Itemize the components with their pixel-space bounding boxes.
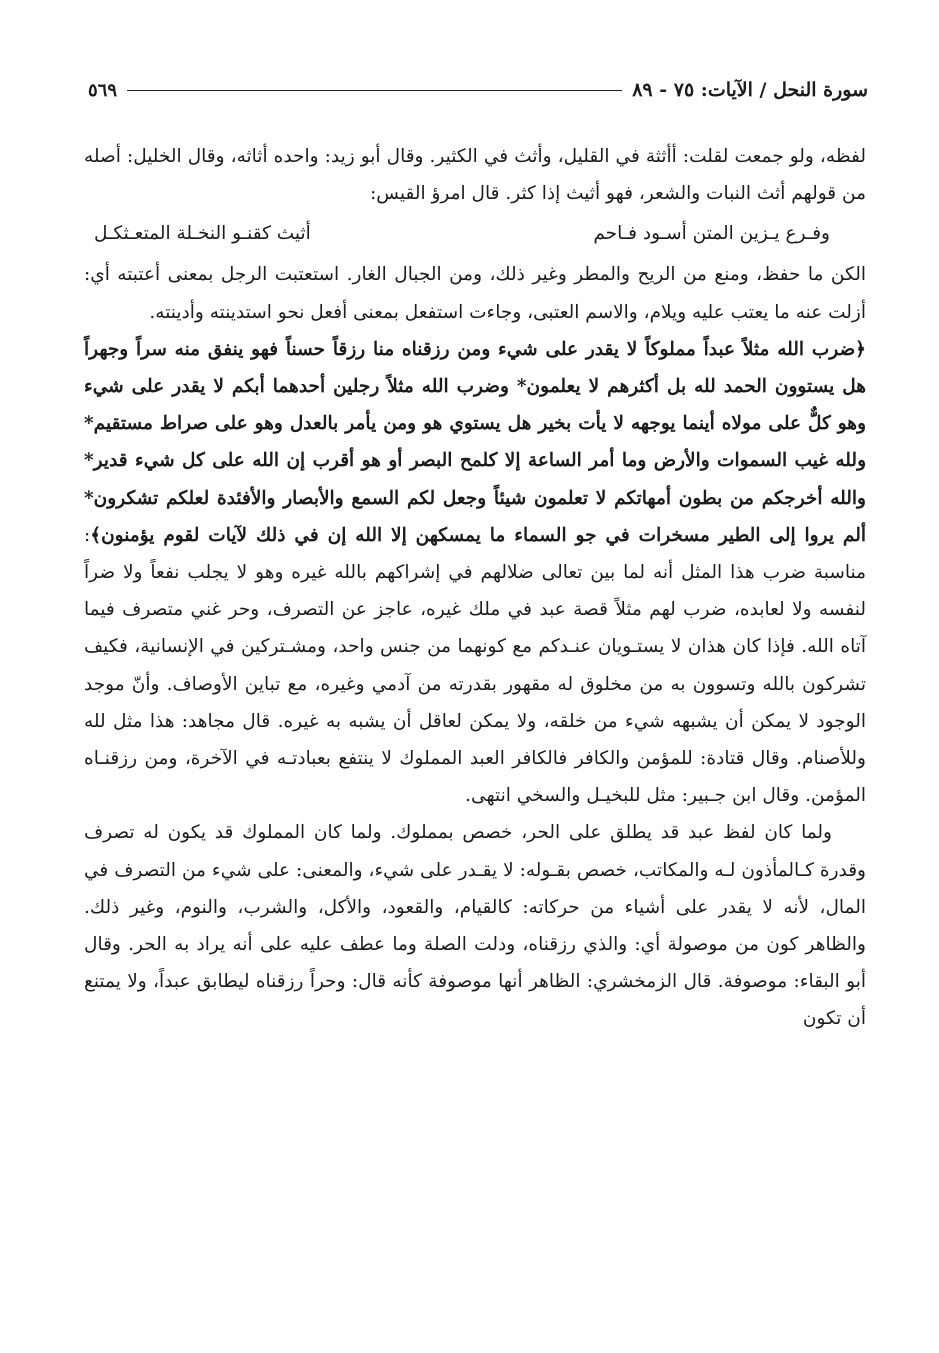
commentary-text: : مناسبة ضرب هذا المثل أنه لما بين تعالى ضلالهم في إشراكهم بالله غيره وهو لا يجلب نفعاً ولا ضراً لنفسه ولا لعابده، ضرب لهم مثلاً قصة عبد في ملك غيره، عاجز عن التصرف، وحر غني متصرف فيما آتاه الله. فإذا كان هذان لا يستـويان عنـدكم مع كونهما من جنس واحد، ومشـتركين في الإنسانية، فكيف تشركون بالله وتسوون به من مخلوق له مقهور بقدرته من آدمي وغيره، مع تباين الأوصاف. وأنّ موجد الوجود لا يمكن أن يشبهه شيء من خلقه، ولا يمكن لعاقل أن يشبه به غيره. قال مجاهد: هذا مثل لله وللأصنام. وقال قتادة: للمؤمن والكافر فالكافر العبد المملوك لا ينتفع بعبادتـه في الآخرة، ومن رزقنـاه المؤمن. وقال ابن جـبير: مثل للبخيـل والسخي انتهى. bbox=[84, 524, 866, 807]
poem-verse bbox=[84, 212, 866, 256]
verse-second-hemistich: أثيث كقنـو النخـلة المتعـثكـل bbox=[94, 223, 311, 245]
page-header bbox=[88, 70, 868, 110]
paragraph-lexical-note: لفظه، ولو جمعت لقلت: أأثثة في القليل، وأثث في الكثير. وقال أبو زيد: واحده أثاثه، وقال الخليل: أصله من قولهم أثث النبات والشعر، فهو أثيث إذا كثر. قال امرؤ القيس: bbox=[84, 146, 866, 205]
paragraph-definitions: الكن ما حفظ، ومنع من الريح والمطر وغير ذلك، ومن الجبال الغار. استعتبت الرجل بمعنى أعتبته أي: أزلت عنه ما يعتب عليه ويلام، والاسم العتبى، وجاءت استفعل بمعنى أفعل نحو استدينته وأدينته. bbox=[84, 264, 866, 323]
header-rule bbox=[127, 90, 622, 91]
verse-first-hemistich: وفـرع يـزين المتن أسـود فـاحم bbox=[593, 223, 830, 245]
paragraph-quran-commentary bbox=[84, 331, 866, 815]
page-body bbox=[84, 138, 866, 1038]
quran-verses: ﴿ضرب الله مثلاً عبداً مملوكاً لا يقدر على شيء ومن رزقناه منا رزقاً حسناً فهو ينفق منه سراً وجهراً هل يستوون الحمد لله بل أكثرهم لا يعلمون* وضرب الله مثلاً رجلين أحدهما أبكم لا يقدر على شيء وهو كلٌّ على مولاه أينما يوجهه لا يأت بخير هل يستوي هو ومن يأمر بالعدل وهو على صراط مستقيم* ولله غيب السموات والأرض وما أمر الساعة إلا كلمح البصر أو هو أقرب إن الله على كل شيء قدير* والله أخرجكم من بطون أمهاتكم لا تعلمون شيئاً وجعل لكم السمع والأبصار والأفئدة لعلكم تشكرون* ألم يروا إلى الطير مسخرات في جو السماء ما يمسكهن إلا الله إن في ذلك لآيات لقوم يؤمنون﴾ bbox=[84, 338, 866, 546]
page-number: ٥٦٩ bbox=[88, 79, 118, 101]
paragraph-explanation: ولما كان لفظ عبد قد يطلق على الحر، خصص بمملوك. ولما كان المملوك قد يكون له تصرف وقدرة كـالمأذون لـه والمكاتب، خصص بقـوله: لا يقـدر على شيء، والمعنى: على شيء من التصرف في المال، لأنه لا يقدر على أشياء من حركاته: كالقيام، والقعود، والأكل، والشرب، والنوم، وغير ذلك. والظاهر كون من موصولة أي: والذي رزقناه، ودلت الصلة وما عطف عليه على أنه يراد به الحر. وقال أبو البقاء: موصوفة. قال الزمخشري: الظاهر أنها موصوفة كأنه قال: وحراً رزقناه ليطابق عبداً، ولا يمتنع أن تكون bbox=[84, 822, 866, 1030]
running-title: سورة النحل / الآيات: ٧٥ - ٨٩ bbox=[632, 79, 868, 101]
